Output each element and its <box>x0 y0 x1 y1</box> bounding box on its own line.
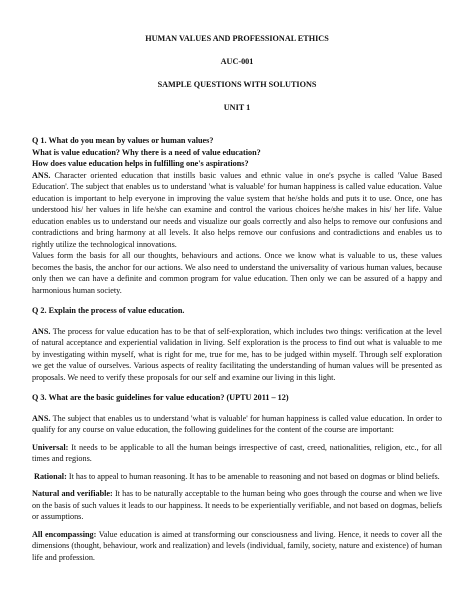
guideline-universal <box>32 442 442 465</box>
q3-answer-text: The subject that enables us to understand 'what is valuable' for human happiness is called value education. In order to qualify for any course on value education, the following guidelines for the content of the course are important: <box>32 413 442 434</box>
q1-answer-paragraph-2: Values form the basis for all our thoughts, behaviours and actions. Once we know what is valuable to us, these values becomes the basis, the anchor for our actions. We also need to understand the universality of various human values, because only then we can have a definite and common program for value education. Then only we can be assured of a happy and harmonious human society. <box>32 251 442 295</box>
q3-answer-label: ANS. <box>32 413 51 423</box>
q1-answer-text-1: Character oriented education that instills basic values and ethnic value in one's psyche is called 'Value Based Education'. The subject that enables us to understand 'what is valuable' for human happiness is called value education. Value education is important to help everyone in improving the value system that he/she holds and puts it to use. Once, one has understood his/ her values in life he/she can examine and control the various choices he/she makes in his/ her life. Value education enables us to understand our needs and visualize our goals correctly and also helps to remove our confusions and contradictions and bring harmony at all levels. It also helps remove our confusions and contradictions and enables us to rightly utilize the technological innovations. <box>32 170 442 249</box>
q1-answer-paragraph-1 <box>32 170 442 251</box>
guideline-all-label: All encompassing: <box>32 529 97 539</box>
guideline-all-encompassing <box>32 529 442 564</box>
guideline-natural-verifiable <box>32 488 442 523</box>
q2-answer-paragraph <box>32 326 442 384</box>
guideline-natural-text: It has to be naturally acceptable to the human being who goes through the course and when we live on the basis of such values it leads to our happiness. It needs to be experientially verifiable, and not based on dogmas, beliefs or assumptions. <box>32 489 442 521</box>
unit-heading: UNIT 1 <box>223 103 251 112</box>
guideline-rational-label: Rational: <box>34 471 67 481</box>
q2-answer-text: The process for value education has to be that of self-exploration, which includes two things: verification at the level of natural acceptance and experiential validation in living. Self exploration is the process to find out what is valuable to me by investigating within myself, what is right for me, true for me, has to be judged within myself. Through self exploration we get the value of ourselves. Various aspects of reality facilitating the understanding of human values will be presented as proposals. We need to verify these proposals for our self and examine our living in this light. <box>32 326 442 382</box>
guideline-rational <box>32 471 442 483</box>
q1-question-line-1: Q 1. What do you mean by values or human values? <box>32 136 214 145</box>
guideline-natural-label: Natural and verifiable: <box>32 489 113 498</box>
q2-question: Q 2. Explain the process of value education. <box>32 306 185 315</box>
q2-answer-label: ANS. <box>32 326 51 336</box>
guideline-rational-text: It has to appeal to human reasoning. It has to be amenable to reasoning and not based on dogmas or blind beliefs. <box>66 471 440 481</box>
document-subtitle: SAMPLE QUESTIONS WITH SOLUTIONS <box>157 80 317 89</box>
course-title: HUMAN VALUES AND PROFESSIONAL ETHICS <box>145 34 329 43</box>
q3-question: Q 3. What are the basic guidelines for value education? (UPTU 2011 – 12) <box>32 393 289 402</box>
q1-question-line-2: What is value education? Why there is a need of value education? <box>32 147 261 157</box>
guideline-universal-label: Universal: <box>32 442 69 452</box>
course-code: AUC-001 <box>220 57 254 66</box>
guideline-universal-text: It needs to be applicable to all the human beings irrespective of cast, creed, nationalities, religion, etc., for all times and regions. <box>32 442 442 463</box>
guideline-all-text: Value education is aimed at transforming our consciousness and living. Hence, it needs to cover all the dimensions (thought, behaviour, work and realization) and levels (individual, family, society, nature and existence) of human life and profession. <box>32 529 442 562</box>
q3-answer-paragraph <box>32 413 442 436</box>
q1-question-line-3: How does value education helps in fulfilling one's aspirations? <box>32 159 249 168</box>
q1-answer-label: ANS. <box>32 170 51 180</box>
